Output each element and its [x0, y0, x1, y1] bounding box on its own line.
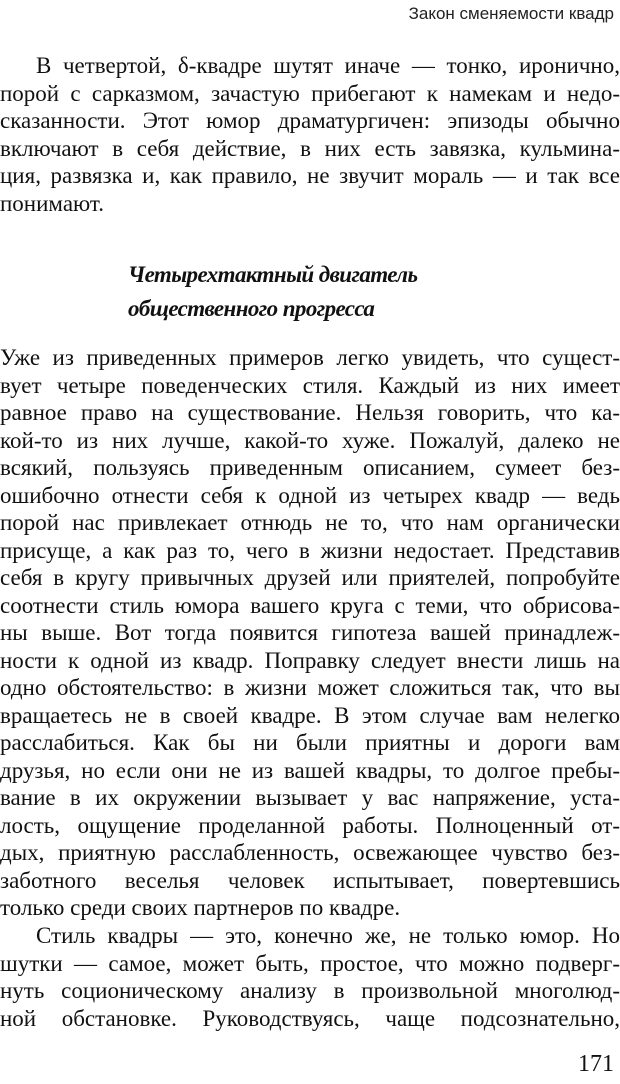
text-line: В четвертой, δ-квадре шутят иначе — тонко, иронично,: [36, 53, 620, 78]
text-line: вует четыре поведенческих стиля. Каждый из них имеет: [0, 372, 620, 398]
text-line: равное право на существование. Нельзя говорить, что ка-: [0, 400, 620, 425]
text-line: нуть соционическому анализу в произвольной многолюд-: [0, 978, 620, 1003]
text-line: ности к одной из квадр. Поправку следует внести лишь на: [0, 647, 620, 673]
text-line: расслабиться. Как бы ни были приятны и дороги вам: [0, 730, 620, 755]
running-head: Закон сменяемости квадр: [408, 4, 614, 23]
text-line: понимают.: [0, 190, 104, 216]
text-line: одно обстоятельство: в жизни может сложиться так, что вы: [0, 675, 620, 700]
text-line: включают в себя действие, в них есть завязка, кульмина-: [0, 135, 620, 161]
section-heading-line-2: общественного прогресса: [128, 296, 375, 321]
text-line: соотнести стиль юмора вашего круга с теми, что обрисова-: [0, 592, 620, 618]
text-line: только среди своих партнеров по квадре.: [0, 895, 401, 920]
text-line: ны выше. Вот тогда появится гипотеза вашей принадлеж-: [0, 620, 620, 645]
text-line: порой с сарказмом, зачастую прибегают к намекам и недо-: [0, 80, 620, 106]
text-line: дых, приятную расслабленность, освежающее чувство без-: [0, 840, 620, 865]
text-line: лость, ощущение проделанной работы. Полноценный от-: [0, 812, 620, 838]
text-line: друзья, но если они не из вашей квадры, то долгое пребы-: [0, 757, 620, 783]
section-heading: [128, 258, 417, 326]
text-line: ция, развязка и, как правило, не звучит мораль — и так все: [0, 163, 620, 188]
text-line: вращаетесь не в своей квадре. В этом случае вам нелегко: [0, 702, 620, 728]
text-line: ной обстановке. Руководствуясь, чаще подсознательно,: [0, 1005, 620, 1031]
text-line: шутки — самое, может быть, простое, что можно подверг-: [0, 950, 620, 976]
text-line: заботного веселья человек испытывает, повертевшись: [0, 867, 620, 893]
text-line: ошибочно отнести себя к одной из четырех квадр — ведь: [0, 482, 620, 508]
text-line: себя в кругу привычных друзей или приятелей, попробуйте: [0, 565, 620, 590]
section-heading-line-1: Четырехтактный двигатель: [128, 262, 418, 287]
text-line: порой нас привлекает отнюдь не то, что нам органически: [0, 510, 620, 535]
page-number: 171: [578, 1051, 614, 1077]
paragraph-1: [0, 52, 620, 217]
text-line: вание в их окружении вызывает у вас напряжение, уста-: [0, 785, 620, 810]
text-line: кой-то из них лучше, какой-то хуже. Пожалуй, далеко не: [0, 427, 620, 453]
text-line: Уже из приведенных примеров легко увидеть, что сущест-: [0, 345, 620, 370]
text-line: присуще, а как раз то, чего в жизни недостает. Представив: [0, 537, 620, 563]
text-line: сказанности. Этот юмор драматургичен: эпизоды обычно: [0, 108, 620, 133]
text-line: Стиль квадры — это, конечно же, не только юмор. Но: [36, 923, 620, 948]
text-line: всякий, пользуясь приведенным описанием, сумеет без-: [0, 455, 620, 480]
paragraph-3: [0, 922, 620, 1032]
paragraph-2: [0, 344, 620, 922]
